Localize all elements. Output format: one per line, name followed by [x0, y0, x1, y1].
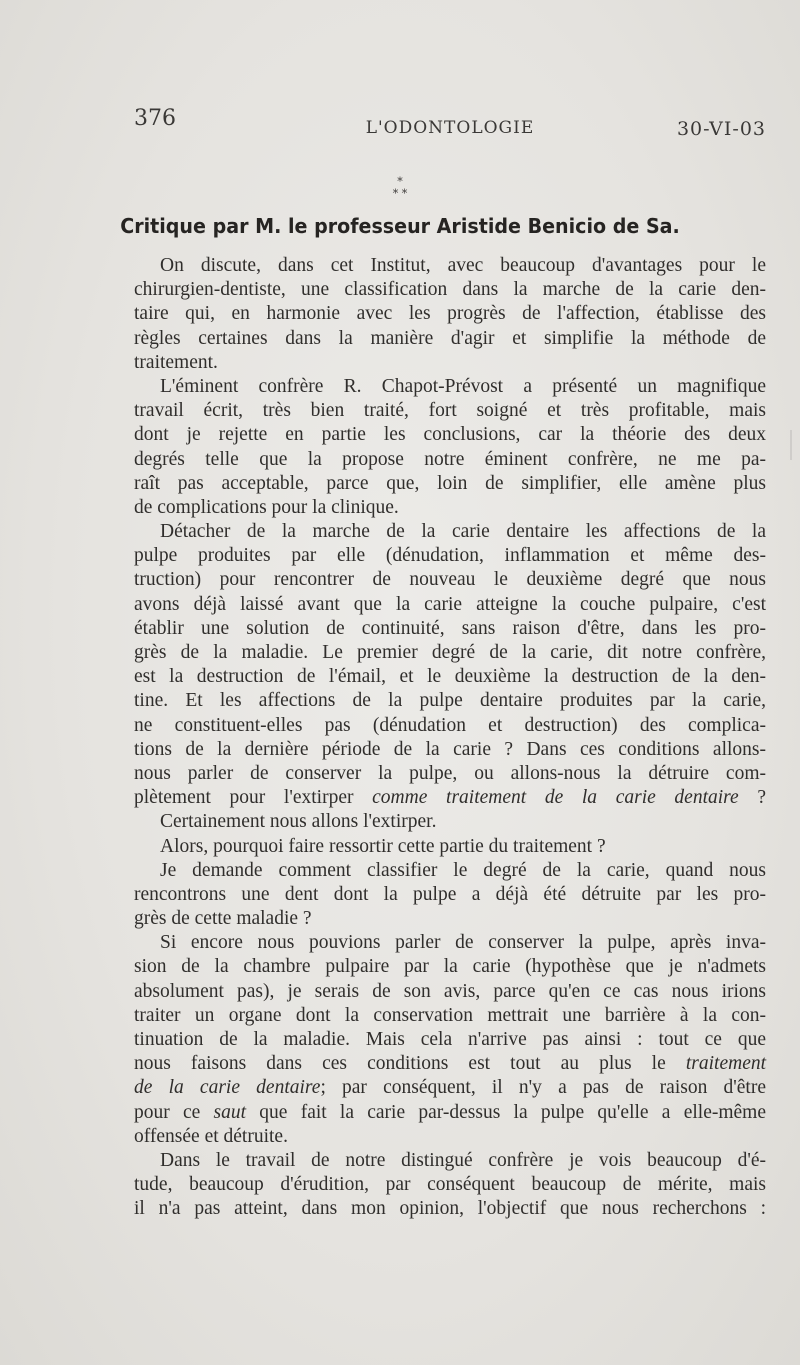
line-text: chirurgien-dentiste, une classification dans la marche de la carie den-: [134, 279, 766, 301]
text-line: [134, 714, 766, 738]
text-line: [134, 665, 766, 689]
text-line: [134, 1052, 766, 1076]
text-line: [134, 399, 766, 423]
text-line: [134, 496, 766, 520]
line-text: Alors, pourquoi faire ressortir cette partie du traitement ?: [160, 835, 606, 857]
line-text: tude, beaucoup d'érudition, par conséquent beaucoup de mérite, mais: [134, 1174, 766, 1196]
text-line: [134, 1173, 766, 1197]
text-line: [134, 327, 766, 351]
text-line: [134, 907, 766, 931]
line-text: tine. Et les affections de la pulpe dentaire produites par la carie,: [134, 690, 766, 712]
italic-text: saut: [213, 1101, 247, 1123]
text-line: [134, 472, 766, 496]
line-text: offensée et détruite.: [134, 1125, 288, 1147]
text-line: [134, 762, 766, 786]
line-text: établir une solution de continuité, sans raison d'être, dans les pro-: [134, 617, 766, 639]
asterism-bottom: * *: [392, 187, 408, 200]
line-text: de complications pour la clinique.: [134, 496, 399, 518]
line-text: tinuation de la maladie. Mais cela n'arrive pas ainsi : tout ce que: [134, 1029, 766, 1050]
line-text: degrés telle que la propose notre éminent confrère, ne me pa-: [134, 448, 766, 470]
line-text: nous parler de conserver la pulpe, ou allons-nous la détruire com-: [134, 762, 766, 784]
line-text: dont je rejette en partie les conclusions, car la théorie des deux: [134, 424, 766, 446]
running-head: L'ODONTOLOGIE: [365, 118, 535, 138]
page-number: 376: [134, 106, 176, 131]
text-line: [134, 738, 766, 762]
line-text: Si encore nous pouvions parler de conserver la pulpe, après inva-: [160, 932, 766, 954]
paper-mark: [790, 430, 792, 460]
text-line: [134, 859, 766, 883]
line-text: Certainement nous allons l'extirper.: [160, 811, 437, 833]
line-text: traitement.: [134, 351, 218, 373]
text-line: [134, 254, 766, 278]
text-line: [134, 375, 766, 399]
line-text: est la destruction de l'émail, et le deuxième la destruction de la den-: [134, 666, 766, 688]
text-line: [134, 568, 766, 592]
line-text: grès de la maladie. Le premier degré de la carie, dit notre confrère,: [134, 642, 766, 663]
line-text: truction) pour rencontrer de nouveau le deuxième degré que nous: [134, 569, 766, 591]
text-line: [134, 931, 766, 955]
text-line: [134, 617, 766, 641]
line-text: L'éminent confrère R. Chapot-Prévost a présenté un magnifique: [160, 375, 766, 397]
line-text: avons déjà laissé avant que la carie atteigne la couche pulpaire, c'est: [134, 593, 766, 615]
text-line: [134, 641, 766, 665]
text-line: [134, 1028, 766, 1052]
text-line: [134, 302, 766, 326]
text-line: [134, 835, 766, 859]
line-text: plètement pour l'extirper: [134, 787, 354, 809]
italic-text: traitement: [685, 1053, 767, 1075]
line-text: Détacher de la marche de la carie dentaire les affections de la: [160, 521, 766, 543]
line-text: nous faisons dans ces conditions est tout au plus le: [134, 1053, 666, 1075]
asterism-divider: [0, 176, 800, 200]
issue-date: 30-VI-03: [676, 118, 766, 140]
line-text: il n'a pas atteint, dans mon opinion, l'objectif que nous recherchons :: [134, 1198, 766, 1220]
text-line: [134, 520, 766, 544]
text-line: [134, 810, 766, 834]
line-text: règles certaines dans la manière d'agir et simplifie la méthode de: [134, 327, 766, 349]
section-title: Critique par M. le professeur Aristide Benicio de Sa.: [120, 214, 680, 238]
line-text: taire qui, en harmonie avec les progrès de l'affection, établisse des: [134, 303, 766, 325]
line-text: tions de la dernière période de la carie ? Dans ces conditions allons-: [134, 738, 766, 760]
text-line: [134, 351, 766, 375]
line-text: pour ce: [134, 1101, 201, 1123]
line-text: On discute, dans cet Institut, avec beaucoup d'avantages pour le: [160, 255, 766, 276]
text-line: [134, 423, 766, 447]
line-text: Je demande comment classifier le degré de la carie, quand nous: [160, 859, 766, 881]
text-line: [134, 786, 766, 810]
italic-text: comme traitement de la carie dentaire: [372, 787, 739, 809]
text-line: [134, 883, 766, 907]
line-text: traiter un organe dont la conservation mettrait une barrière à la con-: [134, 1004, 766, 1026]
line-text: pulpe produites par elle (dénudation, inflammation et même des-: [134, 545, 766, 567]
line-text: travail écrit, très bien traité, fort soigné et très profitable, mais: [134, 400, 766, 422]
text-line: [134, 1076, 766, 1100]
text-line: [134, 955, 766, 979]
line-text-after: ?: [738, 787, 767, 809]
text-line: [134, 1125, 766, 1149]
line-text: absolument pas), je serais de son avis, parce qu'en ce cas nous irions: [134, 980, 766, 1002]
text-line: [134, 544, 766, 568]
text-line: [134, 1004, 766, 1028]
body-text: [134, 254, 766, 1222]
line-text: raît pas acceptable, parce que, loin de simplifier, elle amène plus: [134, 472, 766, 494]
text-line: [134, 980, 766, 1004]
line-text-after: ; par conséquent, il n'y a pas de raison d'être: [320, 1077, 766, 1099]
page-header: [134, 100, 766, 140]
asterism-top: *: [397, 175, 403, 188]
line-text-after: que fait la carie par-dessus la pulpe qu'elle a elle-même: [246, 1101, 766, 1123]
line-text: rencontrons une dent dont la pulpe a déjà été détruite par les pro-: [134, 883, 766, 905]
line-text: ne constituent-elles pas (dénudation et destruction) des complica-: [134, 714, 766, 736]
italic-text: de la carie dentaire: [134, 1077, 321, 1099]
line-text: Dans le travail de notre distingué confrère je vois beaucoup d'é-: [160, 1149, 766, 1171]
text-line: [134, 689, 766, 713]
text-line: [134, 1149, 766, 1173]
text-line: [134, 1101, 766, 1125]
line-text: sion de la chambre pulpaire par la carie (hypothèse que je n'admets: [134, 956, 766, 978]
text-line: [134, 1197, 766, 1221]
text-line: [134, 448, 766, 472]
text-line: [134, 278, 766, 302]
text-line: [134, 593, 766, 617]
line-text: grès de cette maladie ?: [134, 908, 312, 930]
